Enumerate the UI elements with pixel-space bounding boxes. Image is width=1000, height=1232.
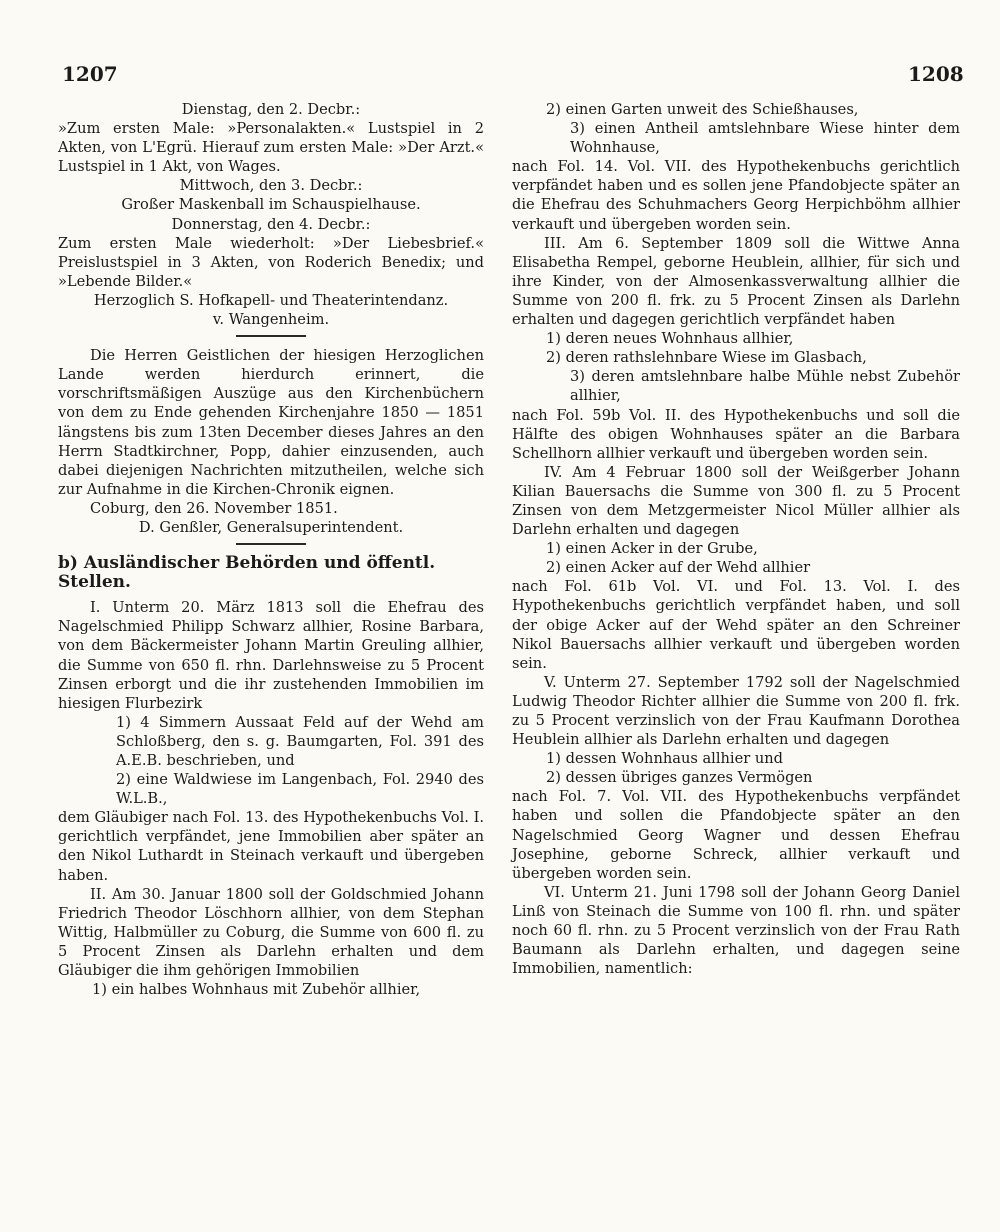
date-line-tuesday: Dienstag, den 2. Decbr.: — [181, 101, 361, 118]
program-tuesday: »Zum ersten Male: »Personalakten.« Lustspiel in 2 Akten, von L'Egrü. Hierauf zum ersten Male: »Der Arzt.« Lustspiel in 1 Akt, von Wages. — [58, 120, 484, 176]
list-item: 1) 4 Simmern Aussaat Feld auf der Wehd am Schloßberg, den s. g. Baumgarten, Fol. 391 des A.E.B. beschrieben, und — [116, 713, 484, 769]
list-item: 2) einen Garten unweit des Schießhauses, — [546, 101, 859, 118]
signature-intendanz: Herzoglich S. Hofkapell- und Theaterintendanz. — [93, 291, 449, 309]
entry-paragraph: nach Fol. 59b Vol. II. des Hypothekenbuchs und soll die Hälfte des obigen Wohnhauses später an die Barbara Schellhorn allhier verkauft und übergeben worden sein. — [512, 406, 960, 462]
list-item: 2) eine Waldwiese im Langenbach, Fol. 2940 des W.L.B., — [116, 771, 484, 808]
page-number-left: 1207 — [62, 62, 118, 86]
list-item: 1) einen Acker in der Grube, — [546, 540, 758, 558]
date-line-thursday: Donnerstag, den 4. Decbr.: — [171, 215, 371, 233]
divider — [236, 335, 306, 337]
divider — [236, 543, 306, 545]
entry-paragraph: I. Unterm 20. März 1813 soll die Ehefrau des Nagelschmied Philipp Schwarz allhier, Rosine Barbara, von dem Bäckermeister Johann Martin Greuling allhier, die Summe von 650 fl. rhn. Darlehnsweise zu 5 Procent Zinsen erborgt und die ihr zustehenden Immobilien im hiesigen Flurbezirk — [58, 599, 484, 712]
right-column — [512, 100, 960, 978]
list-item: 1) deren neues Wohnhaus allhier, — [546, 330, 794, 348]
entry-paragraph: IV. Am 4 Februar 1800 soll der Weißgerber Johann Kilian Bauersachs die Summe von 300 fl. zu 5 Procent Zinsen von dem Metzgermeister Nicol Müller allhier als Darlehn erhalten und dagegen — [512, 463, 960, 539]
list-item: 2) deren rathslehnbare Wiese im Glasbach, — [546, 349, 867, 367]
entry-paragraph: nach Fol. 7. Vol. VII. des Hypothekenbuchs verpfändet haben und sollen die Pfandobjecte später an den Nagelschmied Georg Wagner und dessen Ehefrau Josephine, geborne Schreck, allhier verkauft und übergeben worden sein. — [512, 788, 960, 882]
signature-name: v. Wangenheim. — [212, 311, 330, 329]
notice-date: Coburg, den 26. November 1851. — [90, 499, 338, 517]
list-item: 3) deren amtslehnbare halbe Mühle nebst Zubehör allhier, — [570, 368, 960, 405]
program-thursday: Zum ersten Male wiederholt: »Der Liebesbrief.« Preislustspiel in 3 Akten, von Roderich Benedix; und »Lebende Bilder.« — [58, 234, 484, 290]
list-item: 2) dessen übriges ganzes Vermögen — [546, 769, 813, 787]
entry-paragraph: V. Unterm 27. September 1792 soll der Nagelschmied Ludwig Theodor Richter allhier die Summe von 200 fl. frk. zu 5 Procent verzinslich von der Frau Kaufmann Dorothea Heublein allhier als Darlehn erhalten und dagegen — [512, 673, 960, 749]
left-column — [58, 100, 484, 999]
notice-signature: D. Genßler, Generalsuperintendent. — [138, 518, 404, 536]
list-item: 1) ein halbes Wohnhaus mit Zubehör allhier, — [92, 981, 421, 999]
section-heading: b) Ausländischer Behörden und öffentl. Stellen. — [58, 553, 436, 593]
notice-paragraph: Die Herren Geistlichen der hiesigen Herzoglichen Lande werden hierdurch erinnert, die vorschriftsmäßigen Auszüge aus den Kirchenbüchern von dem zu Ende gehenden Kirchenjahre 1850 — 1851 längstens bis zum 13ten December dieses Jahres an den Herrn Stadtkirchner, Popp, dahier einzusenden, auch dabei diejenigen Nachrichten mitzutheilen, welche sich zur Aufnahme in die Kirchen-Chronik eignen. — [58, 347, 484, 498]
list-item: 2) einen Acker auf der Wehd allhier — [546, 559, 811, 577]
list-item: 1) dessen Wohnhaus allhier und — [546, 750, 783, 768]
entry-paragraph: II. Am 30. Januar 1800 soll der Goldschmied Johann Friedrich Theodor Löschhorn allhier, von dem Stephan Wittig, Halbmüller zu Coburg, die Summe von 600 fl. zu 5 Procent Zinsen als Darlehn erhalten und dem Gläubiger die ihm gehörigen Immobilien — [58, 885, 484, 980]
entry-paragraph: VI. Unterm 21. Juni 1798 soll der Johann Georg Daniel Linß von Steinach die Summe von 100 fl. rhn. und später noch 60 fl. rhn. zu 5 Procent verzinslich von der Frau Rath Baumann als Darlehn erhalten, und dagegen seine Immobilien, namentlich: — [512, 883, 960, 978]
program-wednesday: Großer Maskenball im Schauspielhause. — [121, 196, 421, 214]
entry-paragraph: dem Gläubiger nach Fol. 13. des Hypothekenbuchs Vol. I. gerichtlich verpfändet, jene Immobilien aber später an den Nikol Luthardt in Steinach verkauft und übergeben haben. — [58, 809, 484, 884]
page-number-right: 1208 — [908, 62, 964, 86]
date-line-wednesday: Mittwoch, den 3. Decbr.: — [179, 177, 363, 195]
entry-paragraph: nach Fol. 61b Vol. VI. und Fol. 13. Vol. I. des Hypothekenbuchs gerichtlich verpfändet haben, und soll der obige Acker auf der Wehd später an den Schreiner Nikol Bauersachs allhier verkauft und übergeben worden sein. — [512, 578, 960, 672]
entry-paragraph: nach Fol. 14. Vol. VII. des Hypothekenbuchs gerichtlich verpfändet haben und es sollen jene Pfandobjecte später an die Ehefrau des Schuhmachers Georg Herpichböhm allhier verkauft und übergeben worden sein. — [512, 158, 960, 233]
list-item: 3) einen Antheil amtslehnbare Wiese hinter dem Wohnhause, — [570, 120, 960, 157]
entry-paragraph: III. Am 6. September 1809 soll die Wittwe Anna Elisabetha Rempel, geborne Heublein, allhier, für sich und ihre Kinder, von der Almosenkassverwaltung allhier die Summe von 200 fl. frk. zu 5 Procent Zinsen als Darlehn erhalten und dagegen gerichtlich verpfändet haben — [512, 234, 960, 329]
